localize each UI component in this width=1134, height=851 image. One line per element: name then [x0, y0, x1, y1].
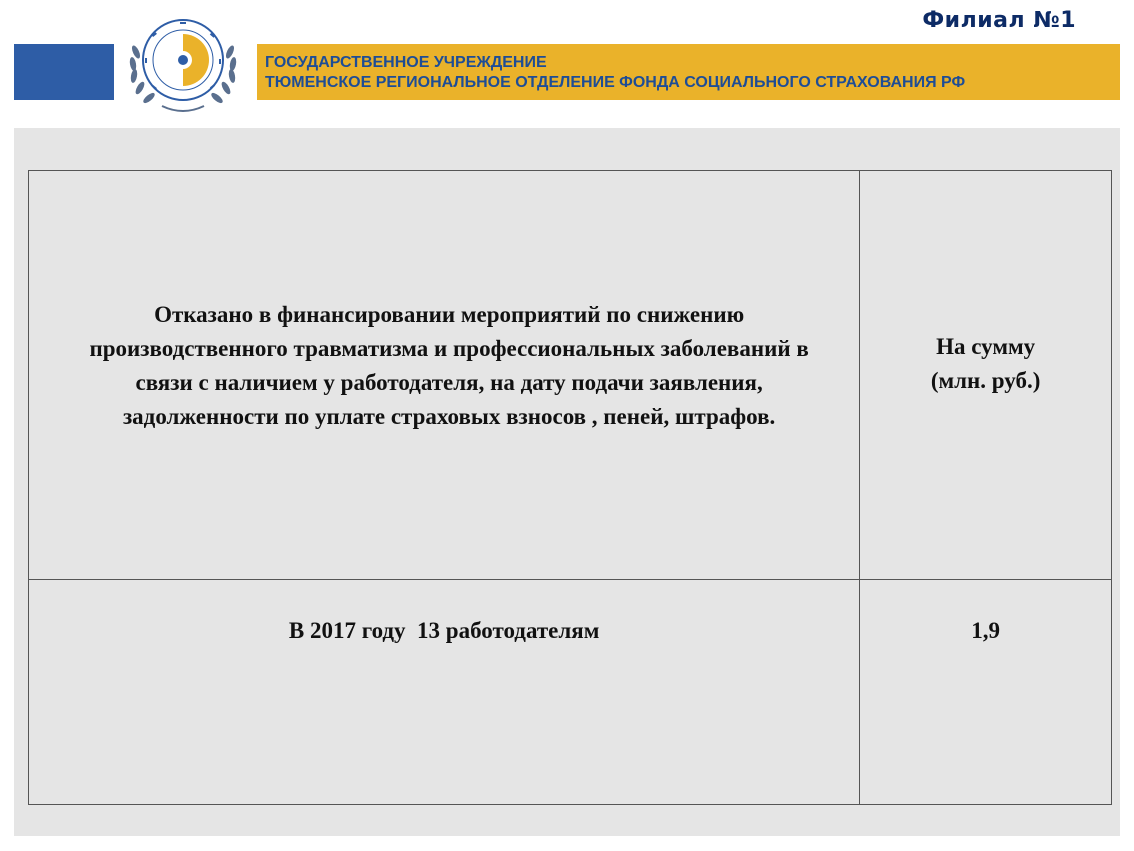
row-amount-cell	[860, 580, 1112, 805]
amount-header-line2: (млн. руб.)	[930, 368, 1041, 393]
content-panel	[14, 128, 1120, 836]
amount-header-cell	[860, 171, 1112, 580]
row-description-cell	[29, 580, 860, 805]
row-description: В 2017 году 13 работодателям	[288, 618, 600, 643]
table-row	[29, 580, 1112, 805]
row-amount: 1,9	[971, 618, 1000, 643]
accent-block	[14, 44, 114, 100]
description-header-cell	[29, 171, 860, 580]
organization-name: ТЮМЕНСКОЕ РЕГИОНАЛЬНОЕ ОТДЕЛЕНИЕ ФОНДА СОЦИАЛЬНОГО СТРАХОВАНИЯ РФ	[265, 74, 966, 91]
amount-header	[860, 330, 1111, 398]
organization-type: ГОСУДАРСТВЕННОЕ УЧРЕЖДЕНИЕ	[265, 54, 547, 71]
amount-header-line1: На сумму	[936, 334, 1036, 359]
fss-logo	[122, 12, 244, 114]
organization-banner	[257, 44, 1120, 100]
description-header-text: Отказано в финансировании мероприятий по снижению производственного травматизма и профессиональных заболеваний в связи с наличием у работодателя, на дату подачи заявления, задолженности по уплате страховых взносов , пеней, штрафов.	[89, 302, 809, 429]
branch-label: Филиал №1	[922, 8, 1076, 33]
table-header-row	[29, 171, 1112, 580]
funding-refusal-table	[28, 170, 1112, 805]
